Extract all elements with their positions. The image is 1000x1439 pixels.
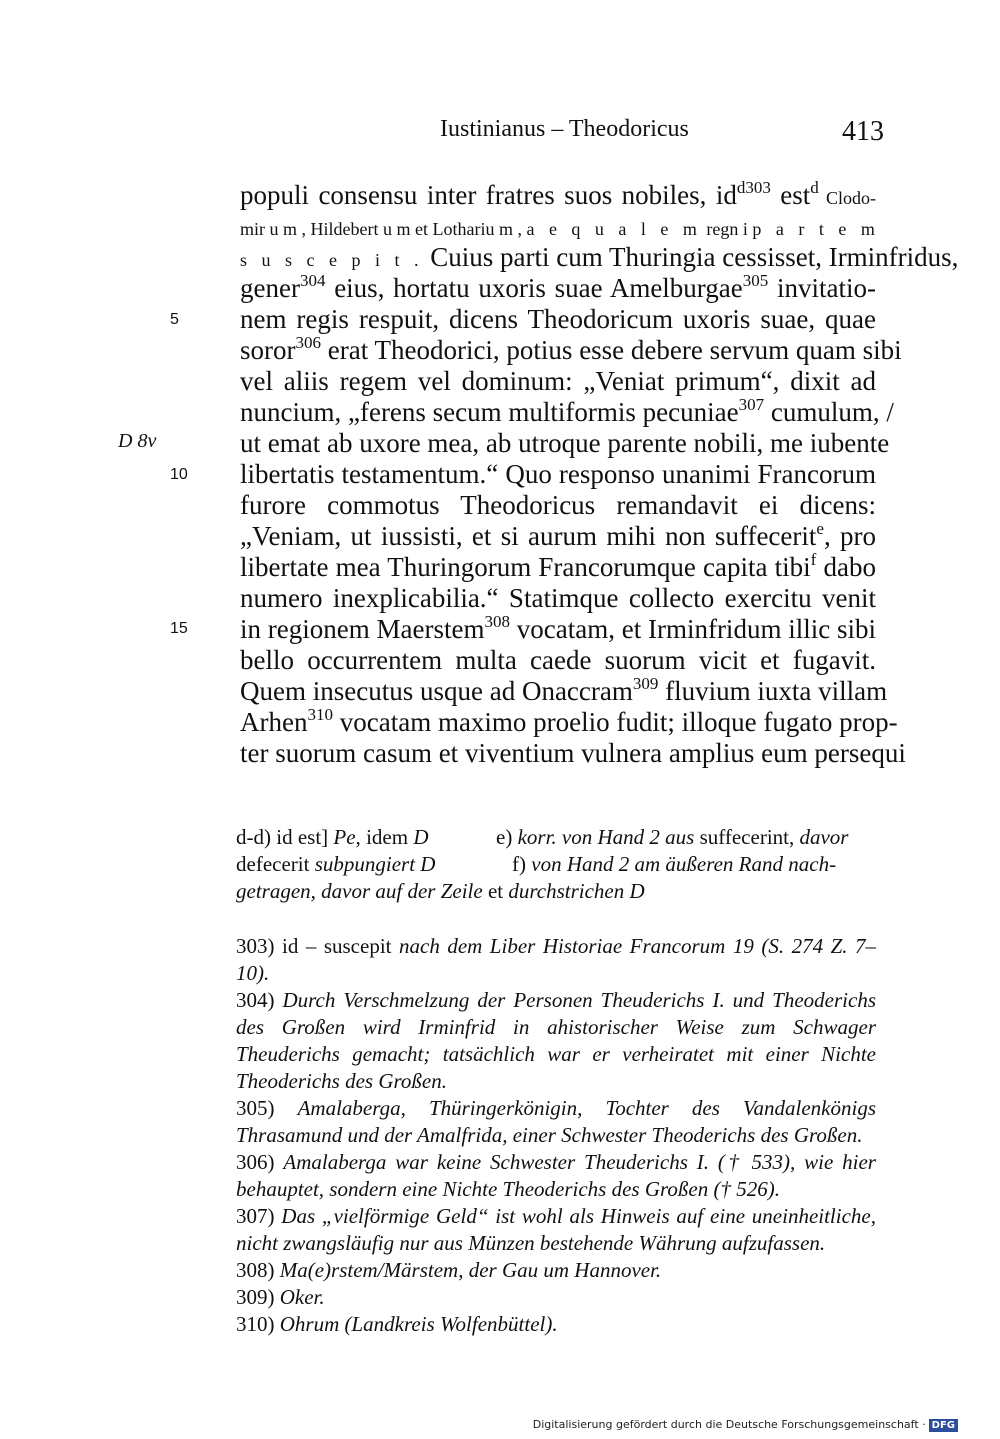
text-line-5: nem regis respuit, dicens Theodoricum uxoris suae, quae [240, 304, 876, 334]
footnote-ref: 305 [742, 271, 769, 290]
running-title: Iustinianus – Theodoricus [440, 116, 689, 142]
apparatus-ref: e [816, 519, 824, 538]
text-line-12: „Veniam, ut iussisti, et si aurum mihi non suffecerit$^e$, pro [240, 519, 876, 551]
text-line-2: mir u m , Hildebert u m et Lothariu m , a e q u a l e m regn i p a r t e m [240, 219, 880, 239]
text-line-14: numero inexplicabilia.“ Statimque collecto exercitu venit [240, 583, 876, 613]
text-line-19: ter suorum casum et viventium vulnera amplius eum persequi [240, 738, 906, 768]
text-line-3: s u s c e p i t . Cuius parti cum Thuringia cessisset, Irminfridus, [240, 242, 959, 272]
text-line-10: libertatis testamentum.“ Quo responso unanimi Francorum [240, 459, 876, 489]
footnote-ref: 306 [295, 333, 321, 352]
footnotes [236, 933, 876, 1338]
apparatus-ref: f [810, 550, 817, 569]
footnote-303: 303) id – suscepit nach dem Liber Historiae Francorum 19 (S. 274 Z. 7–10). [236, 934, 877, 985]
text-line-9: ut emat ab uxore mea, ab utroque parente nobili, me iubente [240, 428, 890, 458]
text-line-13: libertate mea Thuringorum Francorumque capita tibi$^f$ dabo [240, 550, 876, 582]
footnote-ref: 308 [484, 612, 510, 631]
line-number-10: 10 [170, 466, 188, 483]
footnote-310: 310) Ohrum (Landkreis Wolfenbüttel). [236, 1312, 558, 1336]
footnote-308: 308) Ma(e)rstem/Märstem, der Gau um Hannover. [236, 1258, 662, 1282]
footnote-305: 305) Amalaberga, Thüringerkönigin, Tochter des Vandalenkönigs Thrasamund und der Amalfrida, einer Schwester Theoderichs des Großen. [236, 1096, 876, 1147]
footnote-ref: 310 [307, 705, 333, 724]
apparatus-ref: d [810, 178, 819, 197]
apparatus-row: defecerit subpungiert D f) von Hand 2 am äußeren Rand nach- [236, 852, 837, 876]
footnote-309: 309) Oker. [236, 1285, 325, 1309]
footnote-306: 306) Amalaberga war keine Schwester Theuderichs I. († 533), wie hier behauptet, sondern eine Nichte Theoderichs des Großen († 526). [236, 1150, 876, 1201]
footnote-ref: 307 [738, 395, 765, 414]
footnote-307: 307) Das „vielförmige Geld“ ist wohl als Hinweis auf eine uneinheitliche, nicht zwangsläufig nur aus Münzen bestehende Währung aufzufassen. [236, 1204, 876, 1255]
text-line-11: furore commotus Theodoricus remandavit ei dicens: [240, 490, 876, 520]
apparatus-row: getragen, davor auf der Zeile et durchstrichen D [236, 879, 645, 903]
text-line-17: Quem insecutus usque ad Onaccram$^{309}$ fluvium iuxta villam [240, 674, 888, 706]
text-line-8: nuncium, „ferens secum multiformis pecuniae$^{307}$ cumulum, / [240, 395, 894, 427]
footnote-304: 304) Durch Verschmelzung der Personen Theuderichs I. und Theoderichs des Großen wird Irminfrid in ahistorischer Weise zum Schwager Theuderichs gemacht; tatsächlich war er verheiratet mit einer Nichte Theoderichs des Großen. [236, 988, 876, 1093]
text-line-1: populi consensu inter fratres suos nobiles, $id^{d303}$ est$^d$ Clodo- [240, 178, 876, 210]
text-line-6: soror$^{306}$ erat Theodorici, potius esse debere servum quam sibi [240, 333, 902, 365]
footnote-ref: 309 [632, 674, 659, 693]
text-line-16: bello occurrentem multa caede suorum vicit et fugavit. [240, 645, 876, 675]
text-line-4: gener$^{304}$ eius, hortatu uxoris suae Amelburgae$^{305}$ invitatio- [240, 271, 876, 303]
footnote-ref: 304 [299, 271, 326, 290]
apparatus-row: d-d) id est] Pe, idem D e) korr. von Hand 2 aus suffecerint, davor [236, 825, 849, 849]
footnote-ref: d303 [736, 178, 771, 197]
line-number-15: 15 [170, 620, 188, 637]
page-number: 413 [842, 116, 884, 147]
dfg-logo: DFG [929, 1419, 958, 1432]
critical-apparatus [236, 824, 876, 905]
folio-signature: D 8v [118, 430, 157, 452]
text-line-7: vel aliis regem vel dominum: „Veniat primum“, dixit ad [240, 366, 876, 396]
text-line-15: in regionem Maerstem$^{308}$ vocatam, et Irminfridum illic sibi [240, 612, 876, 644]
line-number-5: 5 [170, 311, 179, 328]
digitization-credit: Digitalisierung gefördert durch die Deutsche Forschungsgemeinschaft · DFG [533, 1418, 958, 1432]
text-line-18: Arhen$^{310}$ vocatam maximo proelio fudit; illoque fugato prop- [240, 705, 898, 737]
